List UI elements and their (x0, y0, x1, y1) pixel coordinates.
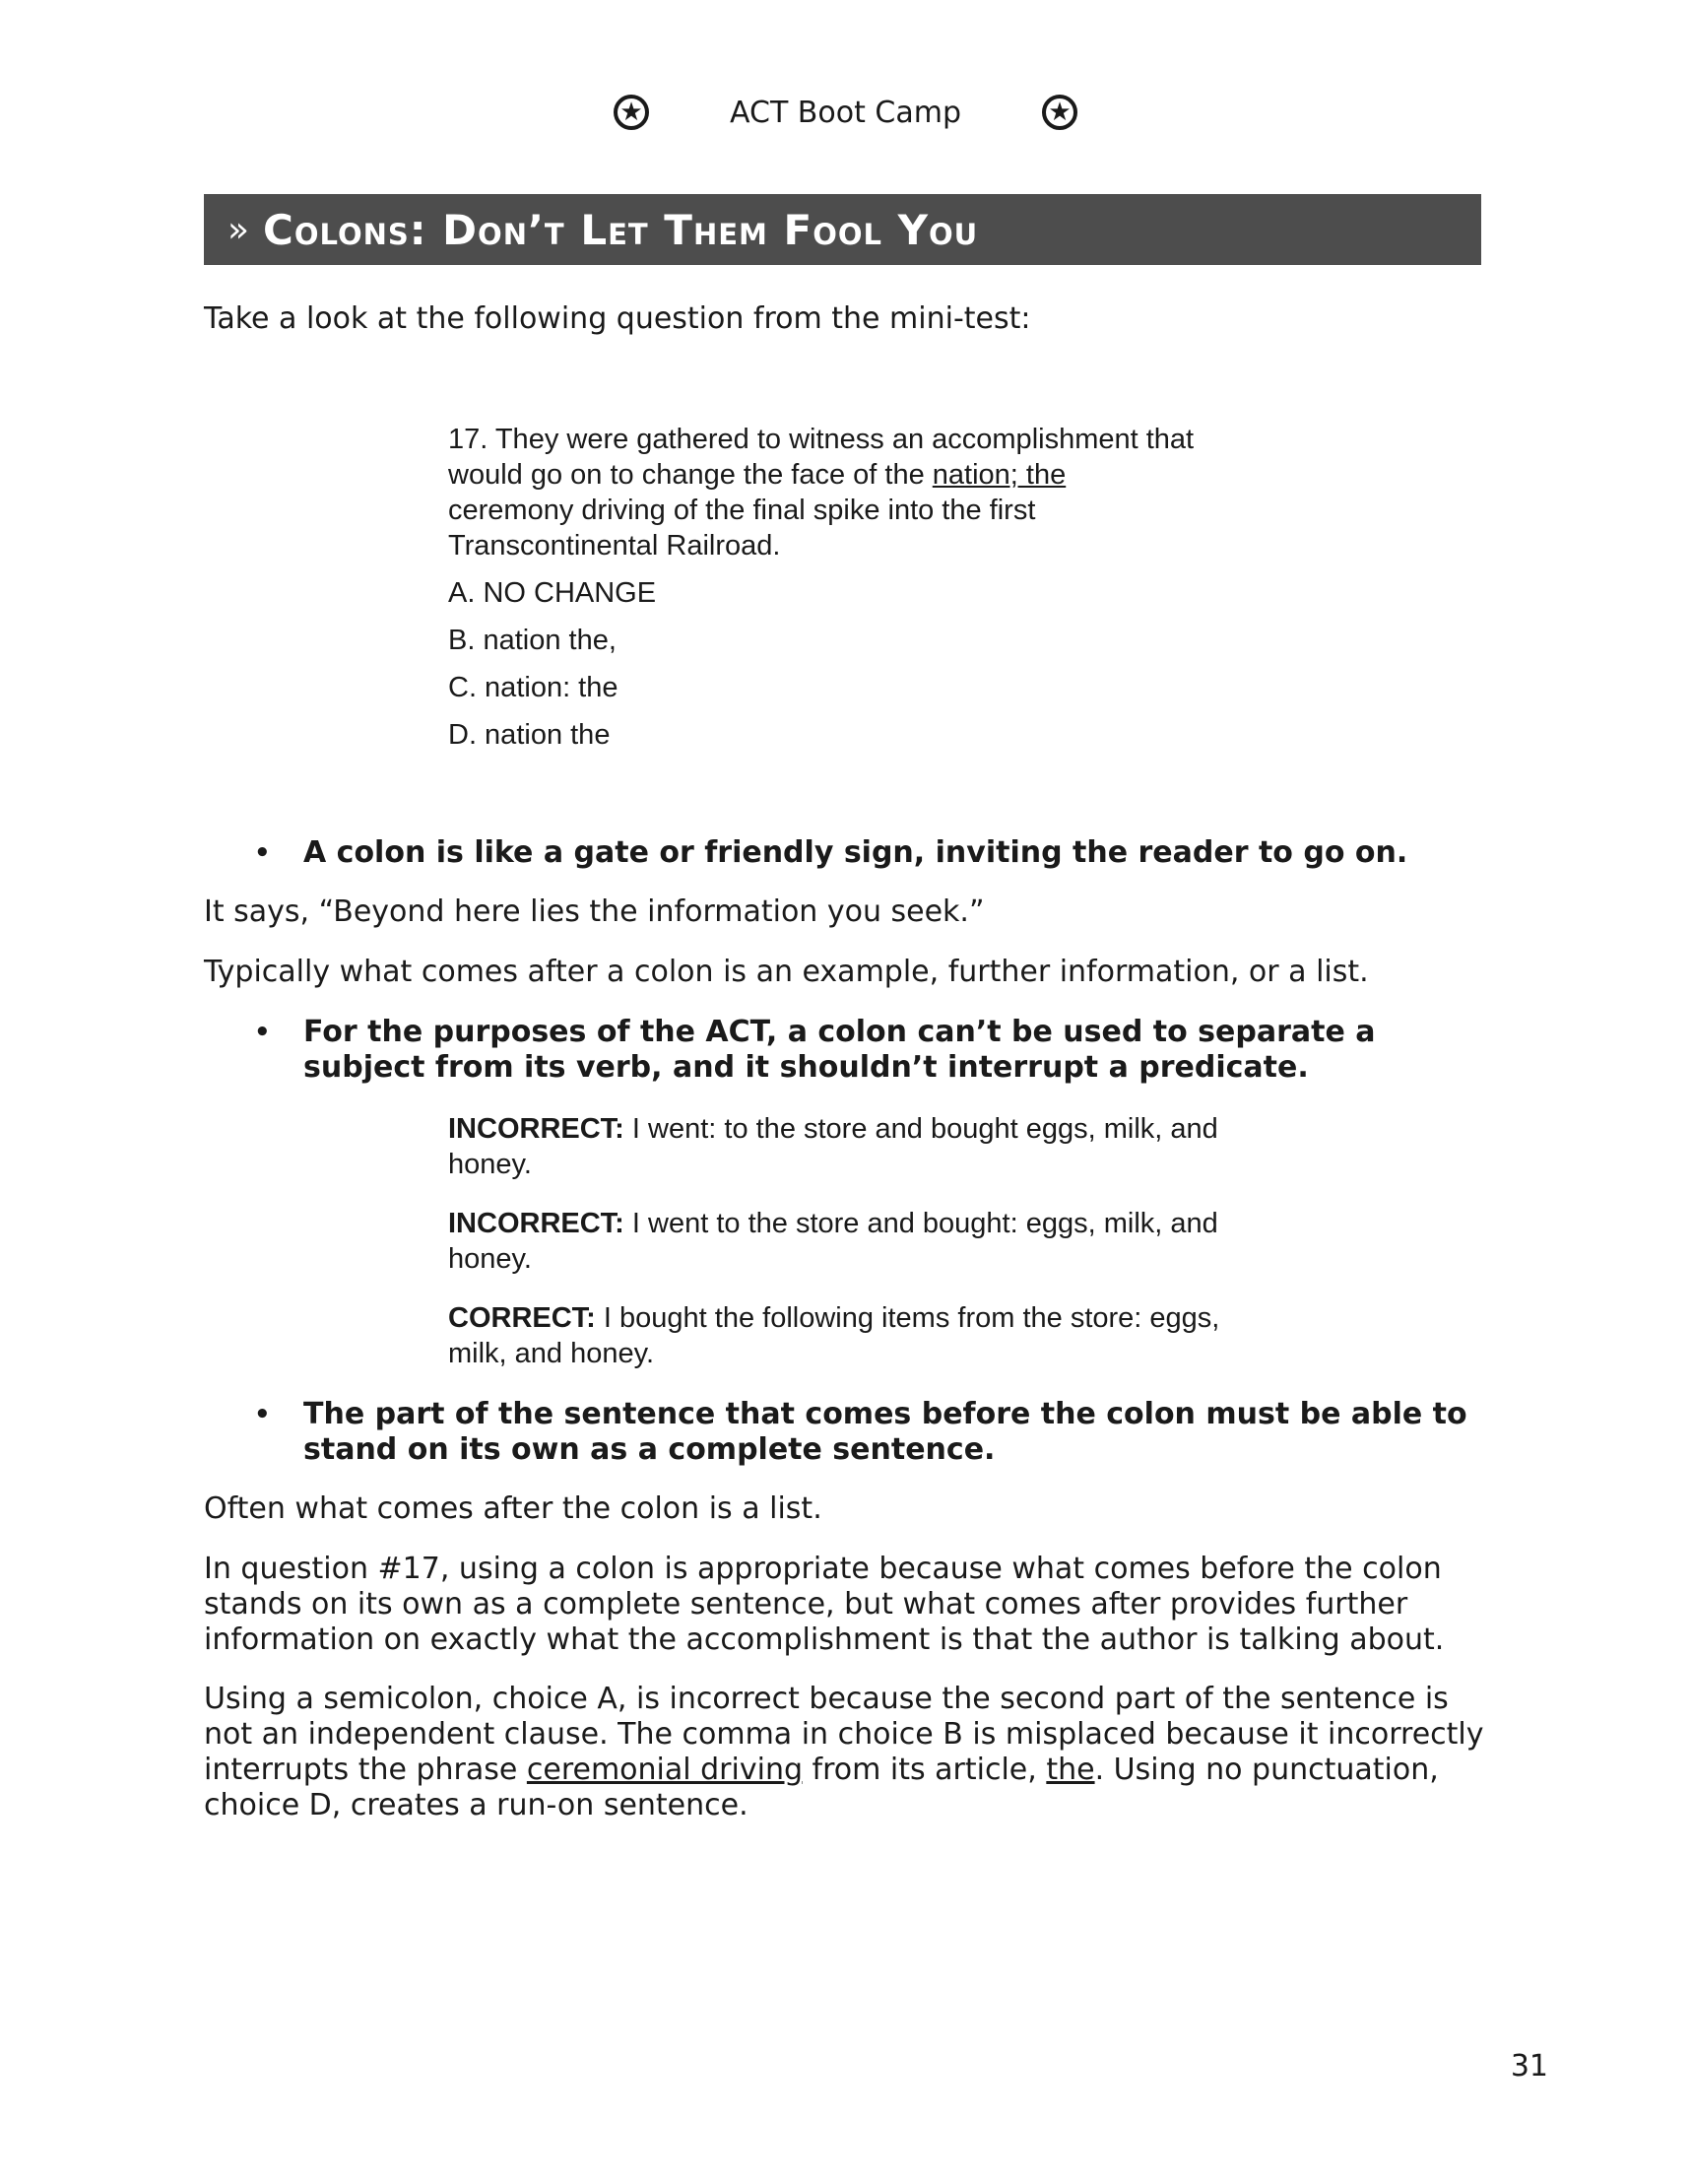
question-block (448, 422, 1197, 753)
paragraph (204, 1682, 1484, 1823)
example-label: INCORRECT: (448, 1208, 624, 1239)
underlined-portion: nation; the (932, 459, 1067, 491)
paragraph-text: from its article, (803, 1753, 1047, 1787)
page-number: 31 (1510, 2049, 1548, 2084)
chevron-icon: » (228, 209, 250, 250)
choice-b: B. nation the, (448, 625, 617, 656)
paragraph-text: . Using no punctuation, choice D, creates a run-on sentence. (204, 1753, 1439, 1822)
bullet-text: The part of the sentence that comes before the colon must be able to stand on its own as a complete sentence. (303, 1397, 1467, 1467)
underlined-phrase: the (1046, 1753, 1095, 1787)
bullet-icon: • (254, 1018, 271, 1047)
paragraph-text: Using a semicolon, choice A, is incorrect because the second part of the sentence is not an independent clause. The comma in choice B is misplaced because it incorrectly interrupts the phrase (204, 1682, 1484, 1787)
choice-c: C. nation: the (448, 672, 618, 703)
answer-choices (448, 575, 1197, 753)
paragraph: In question #17, using a colon is appropriate because what comes before the colon stands on its own as a complete sentence, but what comes after provides further information on exactly what the accomplishment is that the author is talking about. (204, 1552, 1445, 1657)
stem-text: ceremony driving of the final spike into the first Transcontinental Railroad. (448, 495, 1036, 562)
example-text: I went to the store and bought: eggs, milk, and honey. (448, 1208, 1218, 1275)
underlined-phrase: ceremonial driving (526, 1753, 803, 1787)
star-circle-icon: ★ (1042, 95, 1077, 130)
bullet-text: A colon is like a gate or friendly sign, inviting the reader to go on. (303, 835, 1408, 870)
intro-paragraph: Take a look at the following question from the mini-test: (204, 301, 1031, 336)
paragraph: Typically what comes after a colon is an example, further information, or a list. (204, 955, 1369, 989)
paragraph: Often what comes after the colon is a list. (204, 1491, 822, 1526)
paragraph: It says, “Beyond here lies the information you seek.” (204, 894, 985, 929)
bullet-text: For the purposes of the ACT, a colon can’t be used to separate a subject from its verb, and it shouldn’t interrupt a predicate. (303, 1015, 1376, 1085)
example-incorrect-1 (448, 1111, 1236, 1182)
choice-a: A. NO CHANGE (448, 577, 657, 609)
example-label: INCORRECT: (448, 1113, 624, 1145)
star-circle-icon: ★ (614, 95, 649, 130)
example-correct (448, 1300, 1236, 1371)
header-title: ACT Boot Camp (730, 95, 961, 130)
example-label: CORRECT: (448, 1302, 596, 1334)
section-title: Colons: Don’t Let Them Fool You (263, 205, 979, 254)
section-banner (204, 194, 1481, 265)
bullet-icon: • (254, 838, 271, 868)
example-incorrect-2 (448, 1206, 1236, 1277)
example-text: I bought the following items from the store: eggs, milk, and honey. (448, 1302, 1220, 1369)
stem-text: 17. They were gathered to witness an accomplishment that would go on to change the face of the (448, 424, 1195, 491)
choice-d: D. nation the (448, 719, 611, 751)
running-header (0, 91, 1691, 134)
example-text: I went: to the store and bought eggs, milk, and honey. (448, 1113, 1218, 1180)
bullet-icon: • (254, 1400, 271, 1429)
question-stem (448, 422, 1197, 563)
